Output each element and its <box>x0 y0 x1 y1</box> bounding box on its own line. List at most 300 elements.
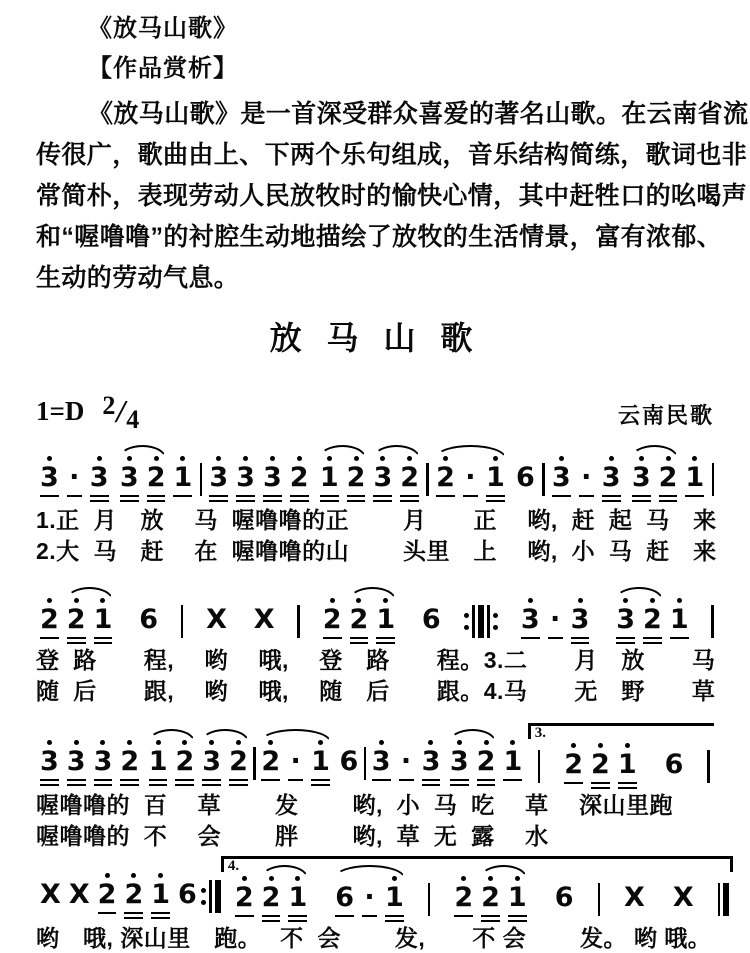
duration-underline <box>486 500 505 503</box>
jianpu-note <box>499 738 526 786</box>
duration-underline <box>40 784 59 787</box>
jianpu-note <box>36 454 63 502</box>
jianpu-note <box>567 596 594 644</box>
jianpu-note <box>145 738 172 786</box>
bar-line <box>598 883 601 916</box>
note-digit: 3 <box>449 746 469 777</box>
octave-dot <box>639 456 644 461</box>
score-system-4 <box>36 851 714 953</box>
octave-dot <box>356 598 361 603</box>
duration-underline <box>503 779 522 782</box>
key-label: 1=D <box>36 396 85 426</box>
time-signature <box>102 391 140 434</box>
jianpu-note <box>232 454 259 502</box>
note-digit: 3 <box>262 462 282 493</box>
jianpu-note <box>63 738 90 786</box>
underline-slot <box>67 634 86 644</box>
thin-bar <box>718 883 721 916</box>
octave-dot <box>209 740 214 745</box>
duration-underline <box>124 917 143 920</box>
underline-slot <box>454 912 473 917</box>
jianpu-note <box>63 454 86 502</box>
octave-dot <box>625 743 630 748</box>
duration-underline <box>94 779 113 782</box>
jianpu-note <box>143 454 170 502</box>
bar-line <box>364 747 367 780</box>
underline-slot <box>579 492 594 497</box>
underline-slot <box>659 492 678 502</box>
duration-underline <box>376 637 395 640</box>
note-digit: 2 <box>175 746 195 777</box>
x-note <box>620 874 649 912</box>
note-digit: 1 <box>148 746 168 777</box>
note-digit: 3 <box>40 746 59 777</box>
underline-slot <box>290 492 309 502</box>
note-digit: 2 <box>120 746 140 777</box>
jianpu-note <box>477 874 504 922</box>
octave-dot <box>515 876 520 881</box>
note-digit: 2 <box>146 462 166 493</box>
note-digit: 3 <box>631 462 651 493</box>
note-digit: 6 <box>516 462 535 493</box>
octave-dot <box>510 740 515 745</box>
duration-underline <box>40 637 59 640</box>
underline-slot <box>40 634 59 639</box>
duration-underline <box>236 495 255 498</box>
note-digit: 2 <box>643 604 662 635</box>
underline-slot <box>67 776 86 786</box>
underline-slot <box>94 776 113 786</box>
x-note <box>65 871 94 909</box>
octave-dot <box>156 740 161 745</box>
underline-slot <box>350 634 369 644</box>
note-digit: 1 <box>319 462 339 493</box>
jianpu-note <box>36 738 63 786</box>
octave-dot <box>571 743 576 748</box>
note-digit: 2 <box>564 749 584 780</box>
note-digit: 1 <box>503 746 523 777</box>
note-digit: 6 <box>664 749 684 780</box>
beat-group <box>231 874 311 922</box>
note-digit: 3 <box>520 604 540 635</box>
duration-underline <box>347 495 366 498</box>
underline-slot <box>481 912 500 922</box>
underline-slot <box>67 492 82 497</box>
duration-underline <box>90 500 109 503</box>
note-digit: 6 <box>339 746 359 777</box>
volta-label: 4. <box>227 858 240 874</box>
duration-underline <box>290 500 309 503</box>
duration-underline <box>618 787 637 790</box>
octave-dot <box>127 740 132 745</box>
jianpu-note <box>512 454 539 492</box>
thick-bar <box>478 605 484 638</box>
duration-underline <box>94 784 113 787</box>
duration-underline <box>450 779 469 782</box>
notation-row <box>36 851 714 922</box>
duration-underline <box>454 915 473 918</box>
underline-slot <box>503 776 522 781</box>
octave-dot <box>428 740 433 745</box>
underline-slot <box>618 779 637 789</box>
note-digit: 2 <box>261 746 281 777</box>
duration-underline <box>94 637 113 640</box>
duration-underline <box>67 495 82 498</box>
jianpu-note <box>548 454 575 502</box>
x-note <box>250 596 279 634</box>
beat-group <box>612 596 692 644</box>
jianpu-note <box>36 596 63 644</box>
note-digit: X <box>253 604 275 635</box>
duration-underline <box>362 915 377 918</box>
beat-group <box>446 738 526 786</box>
duration-underline <box>175 779 194 782</box>
duration-underline <box>147 500 166 503</box>
beat-group <box>116 454 196 502</box>
note-digit: 2 <box>289 462 309 493</box>
bar-line <box>538 750 541 783</box>
jianpu-note <box>628 454 655 502</box>
thick-bar <box>723 883 729 916</box>
underline-slot <box>263 492 282 502</box>
note-digit: 2 <box>476 746 496 777</box>
beat-group <box>257 738 334 786</box>
notation-row <box>36 438 714 502</box>
octave-dot <box>154 456 159 461</box>
duration-underline <box>508 920 527 923</box>
jianpu-note <box>90 596 117 644</box>
note-digit: X <box>40 879 61 910</box>
jianpu-note <box>681 454 708 502</box>
duration-underline <box>124 912 143 915</box>
time-signature-numerator: 2 <box>102 391 116 420</box>
octave-dot <box>97 456 102 461</box>
underline-slot <box>508 912 527 922</box>
duration-underline <box>149 779 168 782</box>
underline-slot <box>235 912 254 917</box>
augmentation-dot: · <box>581 462 592 493</box>
octave-dot <box>74 740 79 745</box>
bar-line <box>253 747 256 780</box>
duration-underline <box>67 637 86 640</box>
note-digit: 3 <box>93 746 113 777</box>
note-digit: 1 <box>173 462 193 493</box>
duration-underline <box>311 784 330 787</box>
score-system-1 <box>36 438 717 566</box>
x-note <box>669 874 698 912</box>
underline-slot <box>90 492 109 502</box>
duration-underline <box>94 642 113 645</box>
beat-group <box>368 738 445 786</box>
duration-underline <box>120 784 139 787</box>
note-digit: 2 <box>591 749 610 780</box>
jianpu-note <box>368 738 395 786</box>
underline-slot <box>376 634 395 644</box>
beat-group <box>145 738 252 786</box>
duration-underline <box>262 920 281 923</box>
octave-dot <box>623 598 628 603</box>
bar-line <box>181 605 184 638</box>
octave-dot <box>243 456 248 461</box>
underline-slot <box>40 492 59 497</box>
note-digit: 1 <box>385 882 404 913</box>
underline-slot <box>643 634 662 644</box>
note-digit: 2 <box>481 882 500 913</box>
octave-dot <box>295 876 300 881</box>
octave-dot <box>383 598 388 603</box>
beat-group <box>316 454 423 502</box>
duration-underline <box>261 779 280 782</box>
underline-slot <box>236 492 255 502</box>
underline-slot <box>616 634 635 644</box>
octave-dot <box>47 456 52 461</box>
jianpu-note <box>396 454 423 502</box>
underline-slot <box>147 492 166 502</box>
octave-dot <box>666 456 671 461</box>
repeat-dot <box>201 900 206 905</box>
bar-line <box>542 463 545 496</box>
octave-dot <box>461 876 466 881</box>
jianpu-note <box>504 874 531 922</box>
duration-underline <box>350 642 369 645</box>
beat-group <box>331 874 408 922</box>
octave-dot <box>528 598 533 603</box>
augmentation-dot: · <box>364 882 375 913</box>
x-note <box>36 871 65 909</box>
jianpu-note <box>257 738 284 786</box>
duration-underline <box>400 495 419 498</box>
duration-underline <box>477 784 496 787</box>
lyric-line: 2.大 马 赶 在 喔噜噜的山 头里 上 哟, 小 马 赶 来 <box>36 538 717 564</box>
duration-underline <box>422 779 441 782</box>
analysis-line: 《放马山歌》是一首深受群众喜爱的著名山歌。在云南省流 <box>88 100 749 128</box>
underline-slot <box>362 912 377 917</box>
duration-underline <box>602 500 621 503</box>
repeat-dots <box>493 613 498 630</box>
duration-underline <box>235 915 254 918</box>
underline-slot <box>124 909 143 919</box>
duration-underline <box>323 637 342 640</box>
jianpu-note <box>614 741 641 789</box>
octave-dot <box>457 740 462 745</box>
octave-dot <box>484 740 489 745</box>
note-digit: 3 <box>40 462 59 493</box>
duration-underline <box>463 495 478 498</box>
lyric-line: 随 后 跟, 哟 哦, 随 后 跟。4.马 无 野 草 <box>36 678 716 704</box>
underline-slot <box>98 909 117 914</box>
repeat-dot <box>493 613 498 618</box>
octave-dot <box>182 740 187 745</box>
underline-slot <box>422 776 441 786</box>
jianpu-note <box>284 874 311 922</box>
duration-underline <box>209 495 228 498</box>
note-digit: 3 <box>119 462 139 493</box>
jianpu-note <box>517 596 544 644</box>
jianpu-note <box>198 738 225 786</box>
jianpu-note <box>446 738 473 786</box>
duration-underline <box>320 495 339 498</box>
note-digit: 2 <box>66 604 86 635</box>
note-digit: 2 <box>229 746 248 777</box>
repeat-dots <box>464 613 469 630</box>
duration-underline <box>320 500 339 503</box>
octave-dot <box>443 456 448 461</box>
jianpu-note <box>358 874 381 922</box>
volta-label: 3. <box>534 725 546 741</box>
underline-slot <box>209 492 228 502</box>
underline-slot <box>320 492 339 502</box>
underline-slot <box>262 912 281 922</box>
note-digit: 2 <box>436 462 455 493</box>
octave-dot <box>74 598 79 603</box>
duration-underline <box>422 784 441 787</box>
note-digit: 1 <box>669 604 689 635</box>
lyric-line: 哟 哦, 深山里 跑。 不 会 发, 不 会 发。 哟 哦。 <box>36 925 712 951</box>
note-digit: 2 <box>400 462 420 493</box>
jianpu-note <box>587 741 614 789</box>
note-digit: 2 <box>658 462 678 493</box>
duration-underline <box>632 495 651 498</box>
duration-underline <box>385 915 404 918</box>
analysis-line: 传很广，歌曲由上、下两个乐句组成，音乐结构简练，歌词也非 <box>36 141 748 169</box>
bracket-title: 《放马山歌》 <box>88 15 238 42</box>
octave-dot <box>559 456 564 461</box>
jianpu-note <box>343 454 370 502</box>
duration-underline <box>98 912 117 915</box>
underline-slot <box>175 776 194 786</box>
note-digit: 1 <box>376 604 396 635</box>
note-digit: 2 <box>322 604 342 635</box>
underline-slot <box>385 912 404 922</box>
note-digit: 2 <box>97 879 117 910</box>
duration-underline <box>591 782 610 785</box>
octave-dot <box>493 456 498 461</box>
octave-dot <box>379 740 384 745</box>
note-digit: 1 <box>507 882 527 913</box>
duration-underline <box>175 784 194 787</box>
underline-slot <box>463 492 478 497</box>
note-digit: 1 <box>288 882 308 913</box>
octave-dot <box>318 740 323 745</box>
beat-group <box>205 454 312 502</box>
beat-group <box>450 874 530 922</box>
underline-slot <box>400 492 419 502</box>
beat-group <box>94 871 174 919</box>
thin-bar <box>487 605 490 638</box>
thin-bar <box>209 880 212 913</box>
duration-underline <box>521 637 540 640</box>
note-digit: 1 <box>93 604 113 635</box>
jianpu-note <box>147 871 174 919</box>
jianpu-note <box>231 874 258 922</box>
note-digit: 6 <box>335 882 355 913</box>
octave-dot <box>488 876 493 881</box>
jianpu-note <box>94 871 121 919</box>
jianpu-note <box>372 596 399 644</box>
underline-slot <box>202 776 221 786</box>
underline-slot <box>288 912 307 922</box>
octave-dot <box>327 456 332 461</box>
underline-slot <box>40 776 59 786</box>
jianpu-note <box>286 454 313 502</box>
duration-underline <box>685 495 704 498</box>
duration-underline <box>67 779 86 782</box>
jianpu-note <box>450 874 477 922</box>
duration-underline <box>229 779 248 782</box>
jianpu-note <box>135 596 162 634</box>
jianpu-note <box>63 596 90 644</box>
bar-line <box>712 463 715 496</box>
jianpu-note <box>205 454 232 502</box>
time-signature-slash: / <box>116 393 126 429</box>
repeat-dot <box>464 625 469 630</box>
note-digit: 3 <box>89 462 109 493</box>
note-digit: 2 <box>349 604 369 635</box>
underline-slot <box>323 634 342 639</box>
duration-underline <box>670 637 689 640</box>
duration-underline <box>477 779 496 782</box>
underline-slot <box>552 492 571 497</box>
notation-row <box>36 718 714 789</box>
augmentation-dot: · <box>290 746 301 777</box>
octave-dot <box>407 456 412 461</box>
volta-bracket <box>528 723 714 789</box>
underline-slot <box>229 776 248 786</box>
note-digit: 1 <box>485 462 505 493</box>
underline-slot <box>477 776 496 786</box>
note-digit: 2 <box>454 882 474 913</box>
underline-slot <box>173 492 192 497</box>
duration-underline <box>376 642 395 645</box>
duration-underline <box>288 779 303 782</box>
duration-underline <box>202 784 221 787</box>
x-note <box>202 596 231 634</box>
duration-underline <box>571 637 590 640</box>
jianpu-note <box>612 596 639 644</box>
double-repeat-sign <box>464 605 499 638</box>
underline-slot <box>548 634 563 639</box>
note-digit: 3 <box>373 462 393 493</box>
octave-dot <box>354 456 359 461</box>
duration-underline <box>564 782 583 785</box>
duration-underline <box>151 912 170 915</box>
duration-underline <box>120 779 139 782</box>
octave-dot <box>242 876 247 881</box>
key-row <box>36 391 714 434</box>
jianpu-note <box>120 871 147 919</box>
underline-slot <box>261 776 280 781</box>
octave-dot <box>330 598 335 603</box>
jianpu-note <box>335 738 362 776</box>
beat-group <box>319 596 399 644</box>
underline-slot <box>486 492 505 502</box>
duration-underline <box>40 495 59 498</box>
duration-underline <box>262 915 281 918</box>
octave-dot <box>100 598 105 603</box>
duration-underline <box>481 920 500 923</box>
note-digit: 6 <box>554 882 574 913</box>
jianpu-note <box>639 596 666 644</box>
bar-line <box>200 463 203 496</box>
duration-underline <box>548 637 563 640</box>
lyric-line: 登 路 程, 哟 哦, 登 路 程。3.二 月 放 马 <box>36 647 716 673</box>
note-digit: 6 <box>421 604 441 635</box>
octave-dot <box>100 740 105 745</box>
final-bar-line <box>718 883 729 916</box>
octave-dot <box>105 873 110 878</box>
analysis-line: 生动的劳动气息。 <box>36 264 240 292</box>
underline-slot <box>436 492 455 497</box>
